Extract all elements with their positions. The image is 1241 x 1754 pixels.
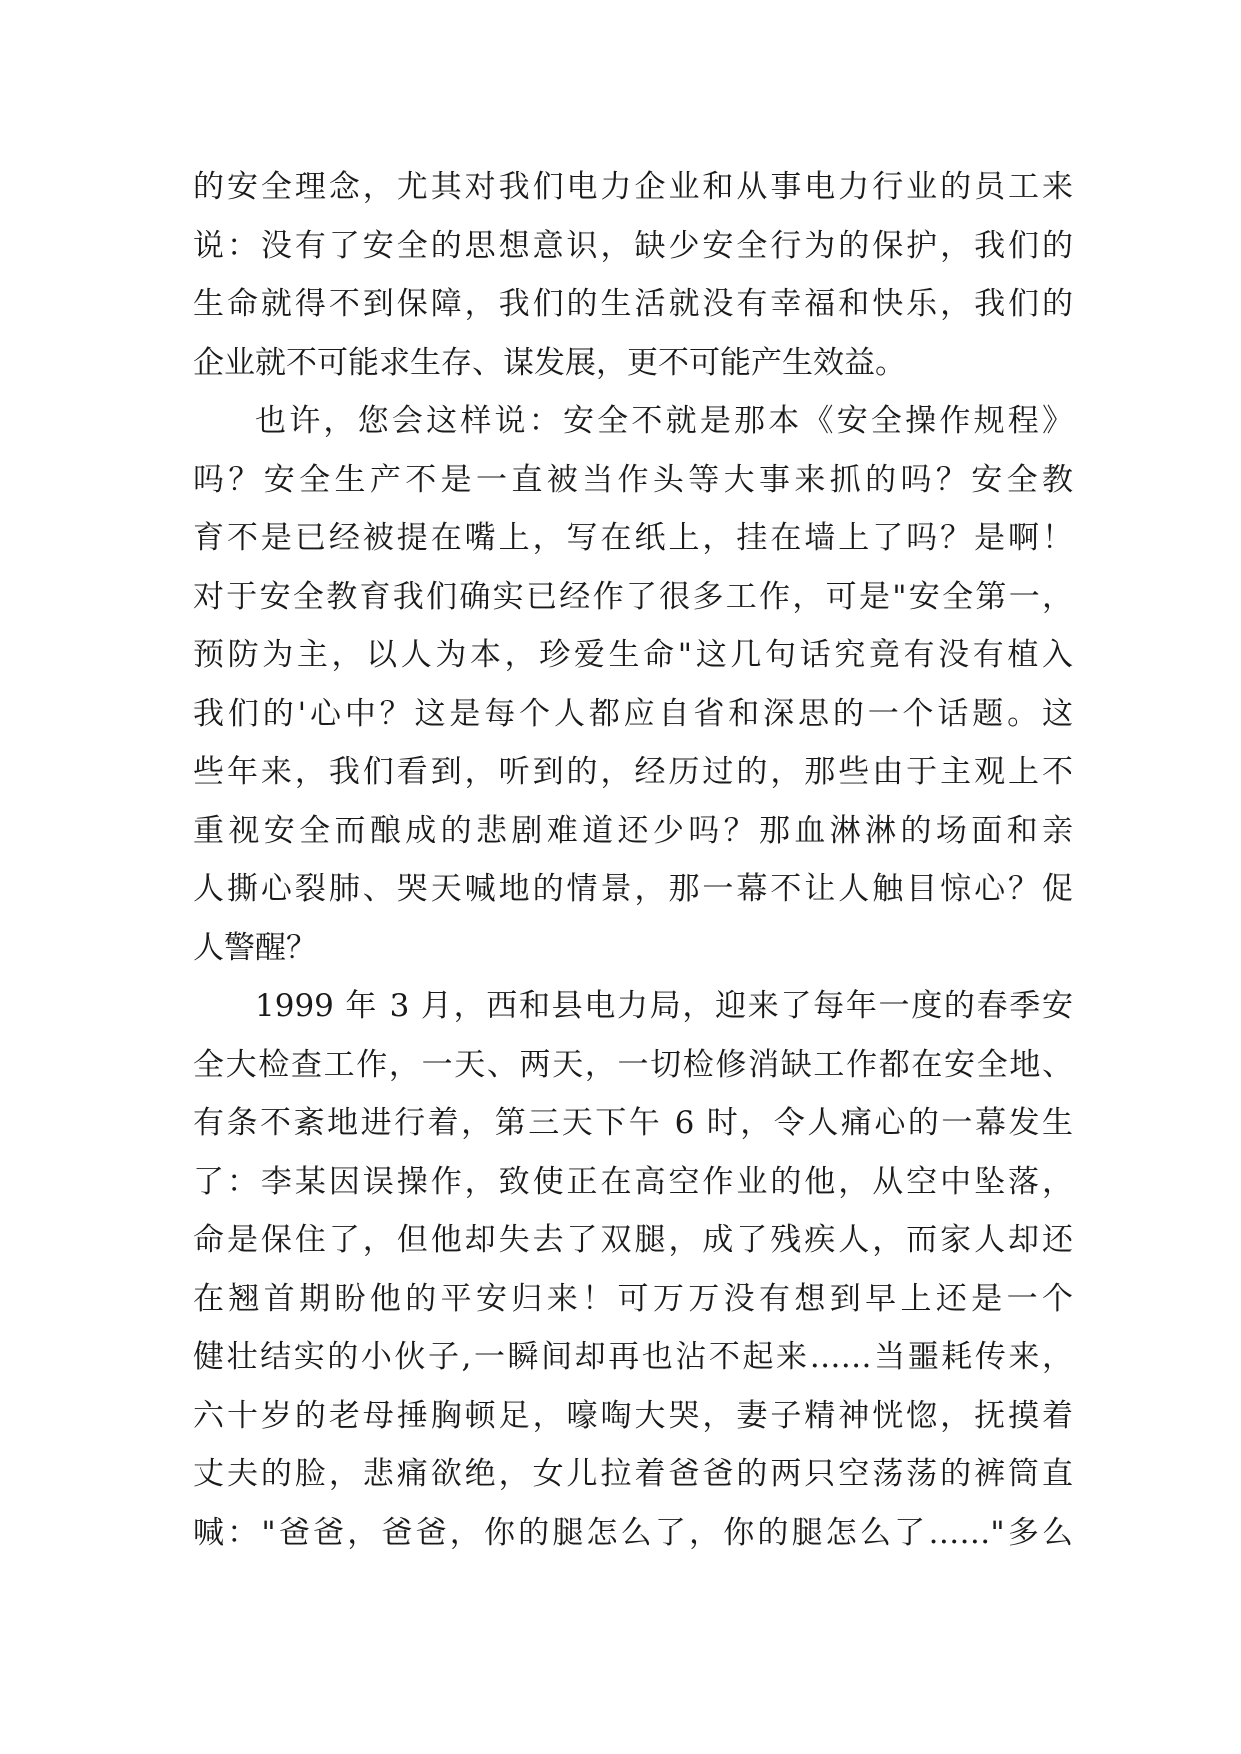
- text-line: 1999 年 3 月，西和县电力局，迎来了每年一度的春季安: [255, 988, 1073, 1024]
- text-line: 些年来，我们看到，听到的，经历过的，那些由于主观上不: [193, 754, 1073, 790]
- text-line: 了：李某因误操作，致使正在高空作业的他，从空中坠落，: [193, 1163, 1073, 1200]
- text-line: 育不是已经被提在嘴上，写在纸上，挂在墙上了吗？是啊！: [193, 520, 1073, 556]
- text-line: 在翘首期盼他的平安归来！可万万没有想到早上还是一个: [193, 1280, 1073, 1317]
- text-line: 命是保住了，但他却失去了双腿，成了残疾人，而家人却还: [193, 1222, 1073, 1258]
- text-line: 重视安全而酿成的悲剧难道还少吗？那血淋淋的场面和亲: [193, 812, 1073, 849]
- text-line: 有条不紊地进行着，第三天下午 6 时，令人痛心的一幕发生: [193, 1105, 1073, 1141]
- text-line: 全大检查工作，一天、两天，一切检修消缺工作都在安全地、: [193, 1046, 1073, 1083]
- text-line: 健壮结实的小伙子,一瞬间却再也沾不起来……当噩耗传来，: [193, 1339, 1073, 1375]
- text-line: 丈夫的脸，悲痛欲绝，女儿拉着爸爸的两只空荡荡的裤筒直: [193, 1456, 1073, 1492]
- text-line: 吗？安全生产不是一直被当作头等大事来抓的吗？安全教: [193, 461, 1073, 498]
- text-line: 我们的'心中？这是每个人都应自省和深思的一个话题。这: [193, 695, 1073, 732]
- text-line: 说：没有了安全的思想意识，缺少安全行为的保护，我们的: [193, 227, 1073, 264]
- text-line: 六十岁的老母捶胸顿足，嚎啕大哭，妻子精神恍惚，抚摸着: [193, 1397, 1073, 1434]
- text-line: 喊："爸爸，爸爸，你的腿怎么了，你的腿怎么了……"多么: [193, 1514, 1073, 1551]
- text-line: 生命就得不到保障，我们的生活就没有幸福和快乐，我们的: [193, 286, 1073, 322]
- text-line: 企业就不可能求生存、谋发展，更不可能产生效益。: [193, 344, 906, 381]
- text-line: 的安全理念，尤其对我们电力企业和从事电力行业的员工来: [193, 169, 1073, 205]
- text-line: 人警醒？: [193, 929, 317, 966]
- text-line: 预防为主，以人为本，珍爱生命"这几句话究竟有没有植入: [193, 637, 1073, 673]
- text-line: 也许，您会这样说：安全不就是那本《安全操作规程》: [255, 403, 1073, 439]
- text-line: 对于安全教育我们确实已经作了很多工作，可是"安全第一，: [193, 578, 1073, 615]
- body-text: [193, 158, 1073, 1562]
- text-line: 人撕心裂肺、哭天喊地的情景，那一幕不让人触目惊心？促: [193, 871, 1073, 907]
